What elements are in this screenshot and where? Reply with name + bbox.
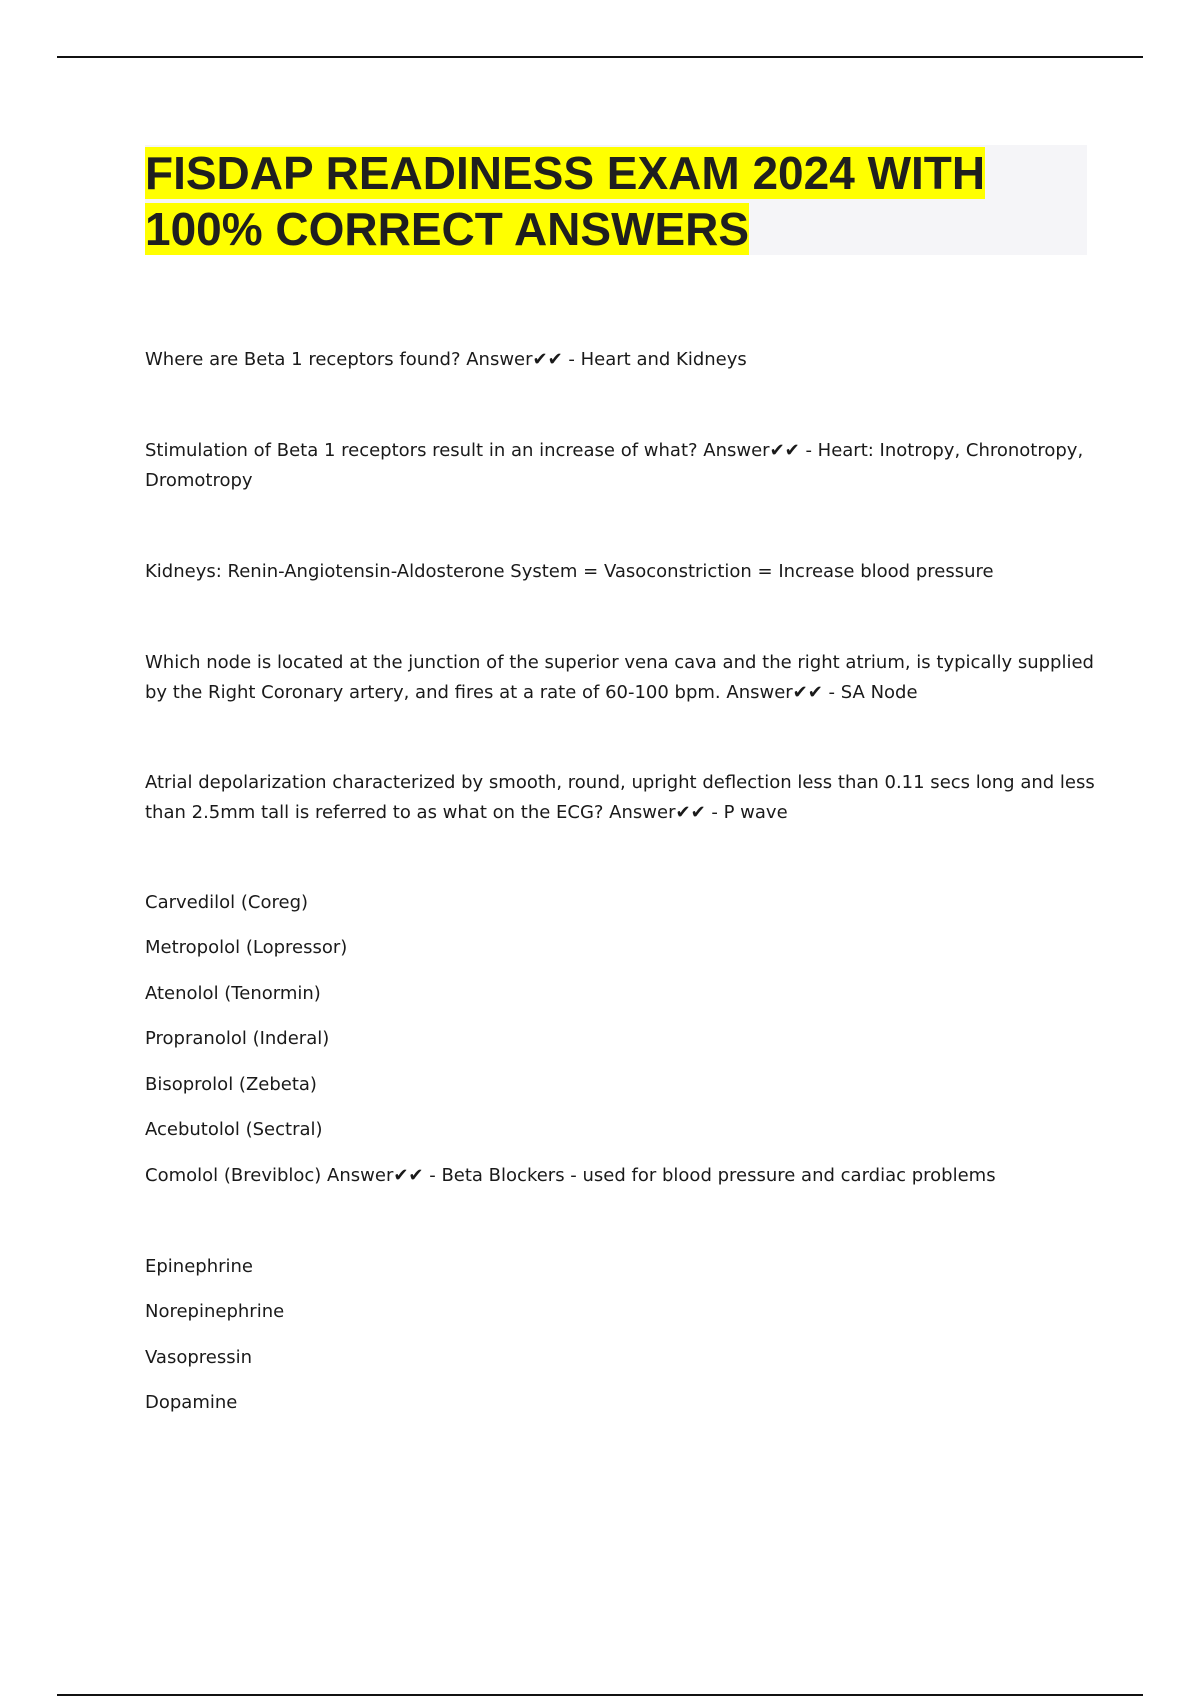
qa-p-wave: Atrial depolarization characterized by smooth, round, upright deflection less than 0.11 secs long and less than 2.5mm tall is referred to as what on the ECG? Answer✔✔ - P wave (145, 772, 1095, 823)
list-item-norepinephrine: Norepinephrine (145, 1301, 285, 1322)
list-item-epinephrine: Epinephrine (145, 1256, 253, 1277)
page-title (145, 145, 1075, 257)
list-item-vasopressin: Vasopressin (145, 1347, 253, 1368)
qa-sa-node: Which node is located at the junction of the superior vena cava and the right atrium, is typically supplied by the Right Coronary artery, and fires at a rate of 60-100 bpm. Answer✔✔ - SA Node (145, 652, 1094, 703)
qa-beta1-stimulation: Stimulation of Beta 1 receptors result in an increase of what? Answer✔✔ - Heart: Inotropy, Chronotropy, Dromotropy (145, 440, 1084, 491)
qa-beta1-location: Where are Beta 1 receptors found? Answer✔✔ - Heart and Kidneys (145, 349, 747, 370)
list-item-comolol-answer: Comolol (Brevibloc) Answer✔✔ - Beta Blockers - used for blood pressure and cardiac problems (145, 1165, 996, 1186)
top-rule (57, 56, 1143, 58)
list-item-acebutolol: Acebutolol (Sectral) (145, 1119, 323, 1140)
list-item-bisoprolol: Bisoprolol (Zebeta) (145, 1074, 317, 1095)
bottom-rule (57, 1694, 1143, 1696)
list-item-propranolol: Propranolol (Inderal) (145, 1028, 330, 1049)
qa-kidneys-raas: Kidneys: Renin-Angiotensin-Aldosterone System = Vasoconstriction = Increase blood pressure (145, 561, 994, 582)
list-item-dopamine: Dopamine (145, 1392, 238, 1413)
list-item-atenolol: Atenolol (Tenormin) (145, 983, 321, 1004)
title-highlight: FISDAP READINESS EXAM 2024 WITH 100% CORRECT ANSWERS (145, 147, 986, 255)
list-item-carvedilol: Carvedilol (Coreg) (145, 892, 309, 913)
list-item-metropolol: Metropolol (Lopressor) (145, 937, 348, 958)
